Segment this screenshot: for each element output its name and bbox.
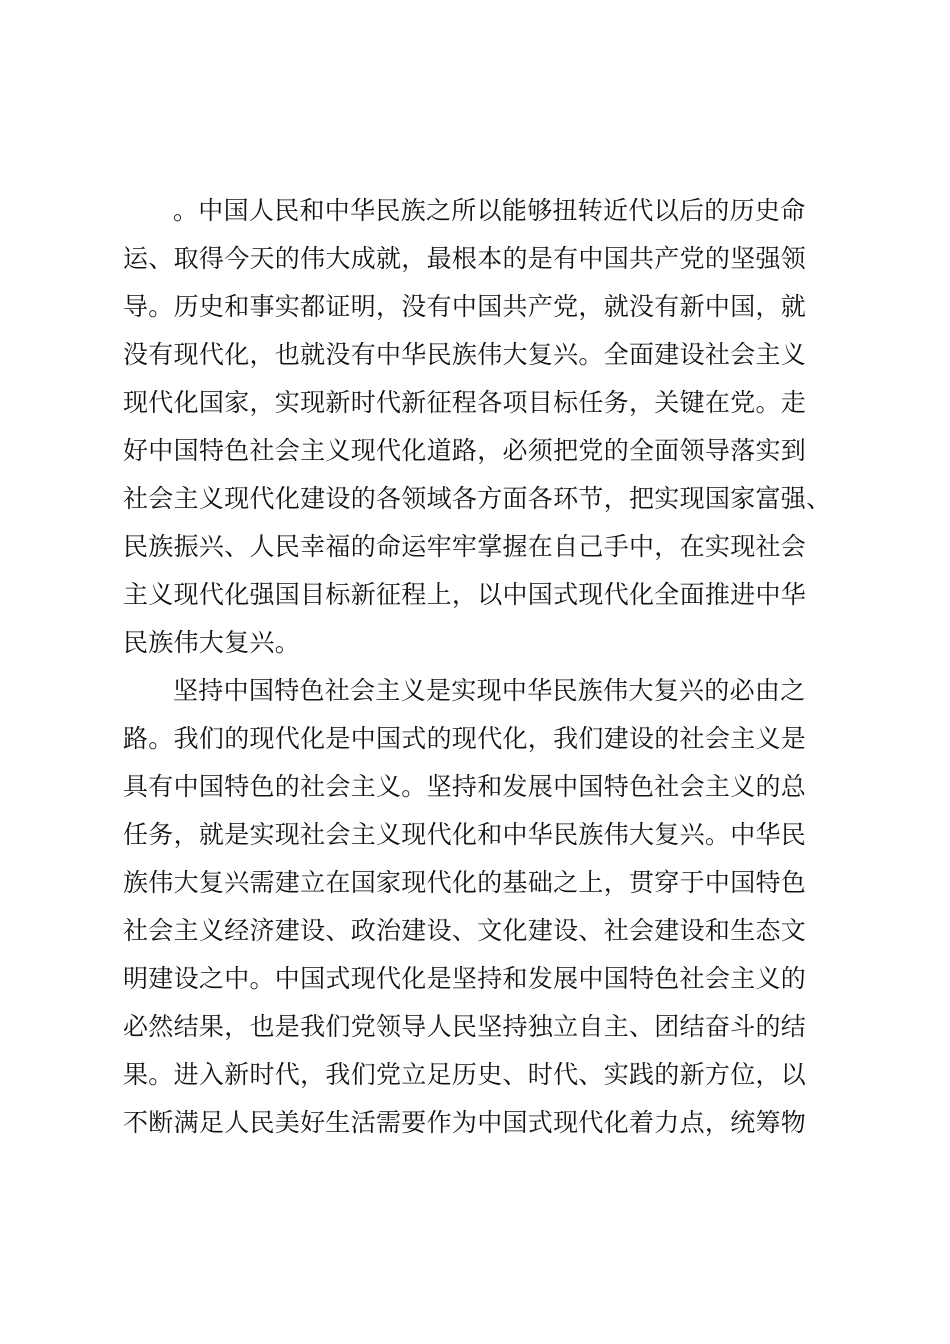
paragraph-2-line-10: 不断满足人民美好生活需要作为中国式现代化着力点，统筹物	[123, 1108, 807, 1137]
paragraph-1-line-9: 主义现代化强国目标新征程上，以中国式现代化全面推进中华	[123, 580, 807, 609]
paragraph-1-line-2: 运、取得今天的伟大成就，最根本的是有中国共产党的坚强领	[123, 244, 807, 273]
paragraph-1-line-1: 。中国人民和中华民族之所以能够扭转近代以后的历史命	[173, 196, 806, 225]
paragraph-1-line-5: 现代化国家，实现新时代新征程各项目标任务，关键在党。走	[123, 388, 807, 417]
paragraph-2-line-8: 必然结果，也是我们党领导人民坚持独立自主、团结奋斗的结	[123, 1012, 807, 1041]
paragraph-2-line-6: 社会主义经济建设、政治建设、文化建设、社会建设和生态文	[123, 916, 807, 945]
paragraph-2-line-5: 族伟大复兴需建立在国家现代化的基础之上，贯穿于中国特色	[123, 868, 807, 897]
paragraph-1-line-4: 没有现代化，也就没有中华民族伟大复兴。全面建设社会主义	[123, 340, 807, 369]
paragraph-1-line-6: 好中国特色社会主义现代化道路，必须把党的全面领导落实到	[123, 436, 807, 465]
paragraph-2-line-3: 具有中国特色的社会主义。坚持和发展中国特色社会主义的总	[123, 772, 807, 801]
paragraph-1-line-10: 民族伟大复兴。	[123, 628, 301, 657]
paragraph-2-line-4: 任务，就是实现社会主义现代化和中华民族伟大复兴。中华民	[123, 820, 807, 849]
paragraph-2-line-2: 路。我们的现代化是中国式的现代化，我们建设的社会主义是	[123, 724, 807, 753]
paragraph-2-line-9: 果。进入新时代，我们党立足历史、时代、实践的新方位，以	[123, 1060, 807, 1089]
paragraph-1-line-8: 民族振兴、人民幸福的命运牢牢掌握在自己手中，在实现社会	[123, 532, 807, 561]
body-text	[123, 187, 843, 1147]
paragraph-1-line-3: 导。历史和事实都证明，没有中国共产党，就没有新中国，就	[123, 292, 807, 321]
paragraph-2-line-1: 坚持中国特色社会主义是实现中华民族伟大复兴的必由之	[173, 676, 806, 705]
paragraph-1-line-7: 社会主义现代化建设的各领域各方面各环节，把实现国家富强、	[123, 484, 832, 513]
paragraph-2-line-7: 明建设之中。中国式现代化是坚持和发展中国特色社会主义的	[123, 964, 807, 993]
